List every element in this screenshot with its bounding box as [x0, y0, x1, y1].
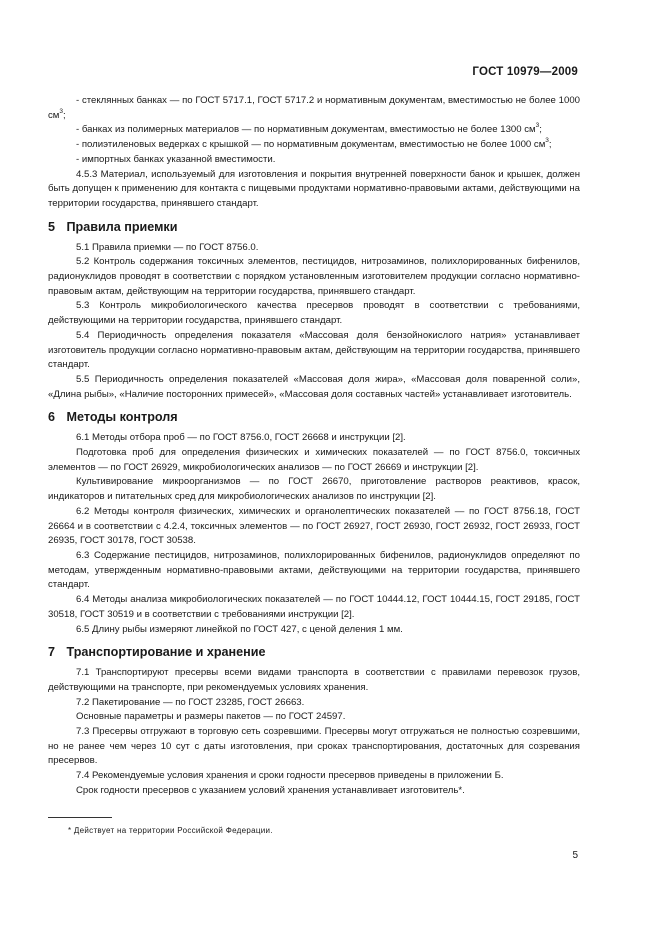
clause-6-1: 6.1 Методы отбора проб — по ГОСТ 8756.0, ГОСТ 26668 и инструкции [2]. — [76, 432, 406, 444]
clause-5-3: 5.3 Контроль микробиологического качества пресервов проводят в соответствии с требованиями, действующими на территории государства, принявшего стандарт. — [48, 300, 580, 327]
clause-5-4: 5.4 Периодичность определения показателя «Массовая доля бензойнокислого натрия» устанавливает изготовитель продукции согласно нормативно-правовым актам, действующим на территории государства, принявшего стандарт. — [48, 329, 580, 371]
list-item-polyethylene-buckets: - полиэтиленовых ведерках с крышкой — по нормативным документам, вместимостью не более 1000 $см^3$; — [76, 136, 552, 151]
clause-4-5-3: 4.5.3 Материал, используемый для изготовления и покрытия внутренней поверхности банок и крышек, должен быть допущен к применению для контакта с пищевыми продуктами нормативно-правовыми актами, действующими на территории государства, принявшего стандарт. — [48, 168, 580, 209]
section-heading-5: 5 Правила приемки — [48, 219, 178, 234]
clause-7-3: 7.3 Пресервы отгружают в торговую сеть созревшими. Пресервы могут отгружаться не полностью созревшими, но не ранее чем через 10 сут с даты изготовления, при сроках транспортирования, достаточных для созревания пресервов. — [48, 726, 580, 767]
list-item-imported-jars: - импортных банках указанной вместимости. — [76, 153, 276, 165]
page-number: 5 — [572, 850, 578, 861]
clause-7-2-parameters: Основные параметры и размеры пакетов — по ГОСТ 24597. — [76, 711, 346, 723]
page-body — [48, 94, 580, 799]
clause-7-2: 7.2 Пакетирование — по ГОСТ 23285, ГОСТ 26663. — [76, 696, 305, 708]
clause-6-4: 6.4 Методы анализа микробиологических показателей — по ГОСТ 10444.12, ГОСТ 10444.15, ГОСТ 29185, ГОСТ 30518, ГОСТ 30519 и в соответствии с требованиями инструкции [2]. — [48, 594, 580, 620]
clause-7-4-shelf-life: Срок годности пресервов с указанием условий хранения устанавливает изготовитель*. — [76, 784, 465, 796]
clause-6-1-cultivation: Культивирование микроорганизмов — по ГОСТ 26670, приготовление растворов реактивов, красок, индикаторов и питательных сред для микробиологических анализов по инструкции [2]. — [48, 476, 580, 503]
section-heading-6: 6 Методы контроля — [48, 410, 178, 425]
clause-5-5: 5.5 Периодичность определения показателей «Массовая доля жира», «Массовая доля поваренной соли», «Длина рыбы», «Наличие посторонних примесей», «Массовая доля составных частей» устанавливает изготовитель. — [48, 373, 580, 400]
footnote: * Действует на территории Российской Федерации. — [68, 826, 273, 835]
clause-5-1: 5.1 Правила приемки — по ГОСТ 8756.0. — [76, 241, 259, 253]
clause-7-1: 7.1 Транспортируют пресервы всеми видами транспорта в соответствии с правилами перевозок грузов, действующими на транспорте, при рекомендуемых условиях хранения. — [48, 667, 580, 693]
footnote-separator — [48, 817, 112, 818]
clause-6-3: 6.3 Содержание пестицидов, нитрозаминов, полихлорированных бифенилов, радионуклидов определяют по методам, утвержденным нормативно-правовыми актами, действующими на территории государства, принявшего стандарт. — [48, 549, 580, 591]
section-heading-7: 7 Транспортирование и хранение — [48, 645, 266, 660]
list-item-glass-jars: - стеклянных банках — по ГОСТ 5717.1, ГОСТ 5717.2 и нормативным документам, вместимостью не более 1000 $см^3$; — [48, 95, 580, 121]
list-item-polymer-jars: - банках из полимерных материалов — по нормативным документам, вместимостью не более 1300 $см^3$; — [76, 122, 542, 136]
document-code: ГОСТ 10979—2009 — [472, 66, 578, 78]
clause-7-4: 7.4 Рекомендуемые условия хранения и сроки годности пресервов приведены в приложении Б. — [76, 770, 504, 782]
clause-6-5: 6.5 Длину рыбы измеряют линейкой по ГОСТ 427, с ценой деления 1 мм. — [76, 623, 403, 635]
clause-6-2: 6.2 Методы контроля физических, химических и органолептических показателей — по ГОСТ 8756.18, ГОСТ 26664 и в соответствии с 4.2.4, токсичных элементов — по ГОСТ 26927, ГОСТ 26930, ГОСТ 26932, ГОСТ 26933, ГОСТ 26935, ГОСТ 30178, ГОСТ 30538. — [48, 505, 580, 547]
clause-5-2: 5.2 Контроль содержания токсичных элементов, пестицидов, нитрозаминов, полихлорированных бифенилов, радионуклидов проводят в соответствии с порядком установленным изготовителем продукции согласно нормативно-правовым актам, действующим на территории государства, принявшего стандарт. — [48, 256, 580, 297]
clause-6-1-preparation: Подготовка проб для определения физических и химических показателей — по ГОСТ 8756.0, токсичных элементов — по ГОСТ 26929, микробиологических анализов — по ГОСТ 26669 и инструкции [2]. — [48, 447, 580, 473]
